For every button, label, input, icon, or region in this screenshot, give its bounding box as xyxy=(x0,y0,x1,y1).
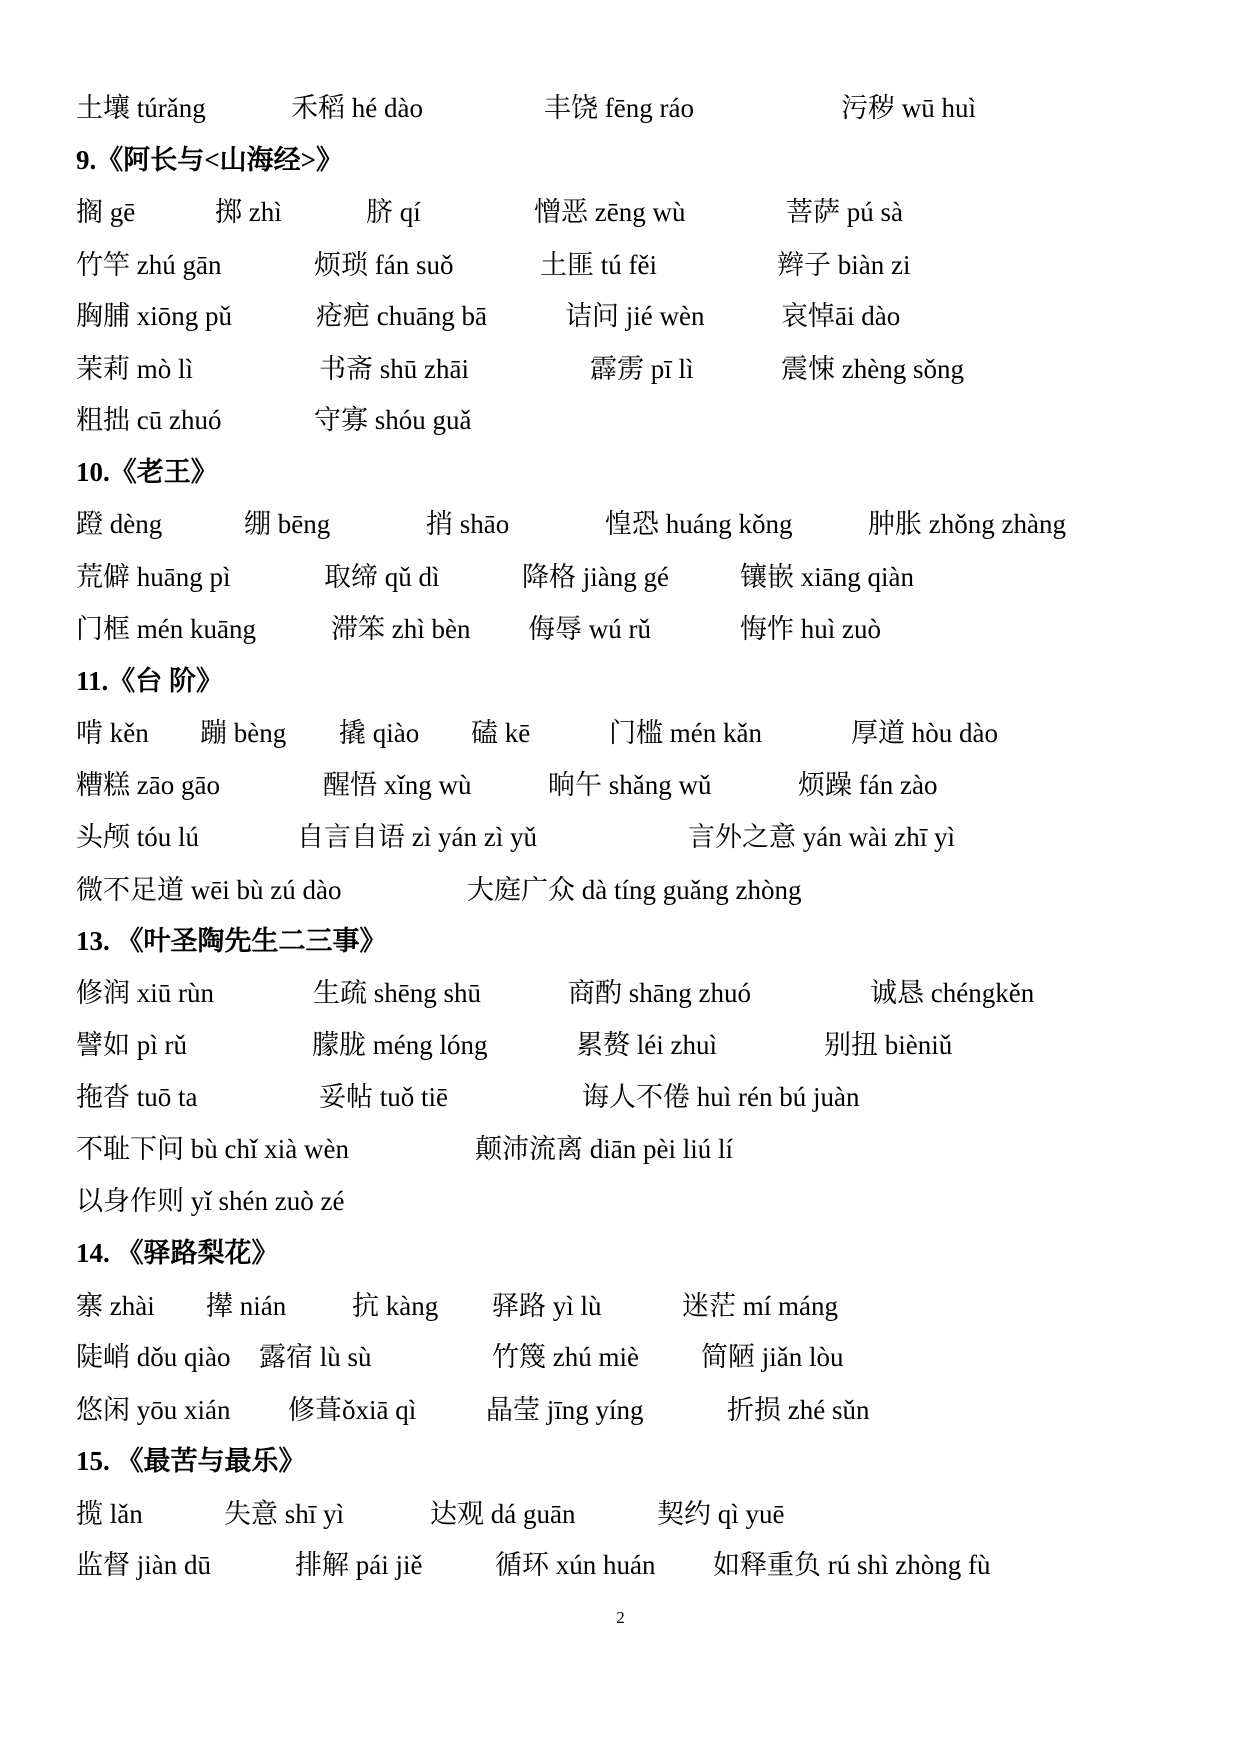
vocab-entry: 别扭 bièniǔ xyxy=(824,1030,953,1060)
vocab-entry: 土壤 túrǎng xyxy=(76,93,206,123)
vocab-entry: 捎 shāo xyxy=(426,509,510,539)
vocab-row xyxy=(0,820,1241,854)
vocab-entry: 污秽 wū huì xyxy=(841,93,976,123)
vocab-entry: 镶嵌 xiāng qiàn xyxy=(740,562,914,592)
vocab-entry: 门框 mén kuāng xyxy=(76,614,256,644)
vocab-row xyxy=(0,716,1241,750)
vocab-row xyxy=(0,976,1241,1010)
vocab-entry: 诚恳 chéngkěn xyxy=(870,978,1035,1008)
vocab-entry: 修葺ǒxiā qì xyxy=(288,1395,417,1425)
vocab-entry: 露宿 lù sù xyxy=(259,1342,372,1372)
vocab-entry: 妥帖 tuǒ tiē xyxy=(319,1082,448,1112)
vocab-row xyxy=(0,1289,1241,1323)
vocab-entry: 撬 qiào xyxy=(339,718,420,748)
vocab-entry: 荒僻 huāng pì xyxy=(76,562,231,592)
vocab-entry: 晌午 shǎng wǔ xyxy=(548,770,712,800)
page-number: 2 xyxy=(616,1608,625,1627)
vocab-row xyxy=(0,299,1241,333)
vocab-entry: 生疏 shēng shū xyxy=(313,978,481,1008)
vocab-entry: 悠闲 yōu xián xyxy=(76,1395,231,1425)
vocab-entry: 晶莹 jīng yíng xyxy=(486,1395,644,1425)
section-heading: 14. 《驿路梨花》 xyxy=(76,1238,279,1268)
vocab-entry: 搁 gē xyxy=(76,197,136,227)
vocab-entry: 抗 kàng xyxy=(352,1291,439,1321)
vocab-entry: 颠沛流离 diān pèi liú lí xyxy=(475,1134,733,1164)
vocab-entry: 茉莉 mò lì xyxy=(76,354,194,384)
vocab-entry: 揽 lǎn xyxy=(76,1499,143,1529)
vocab-entry: 譬如 pì rǔ xyxy=(76,1030,187,1060)
vocab-entry: 契约 qì yuē xyxy=(657,1499,785,1529)
vocab-entry: 蹬 dèng xyxy=(76,509,163,539)
vocab-row xyxy=(0,248,1241,282)
vocab-row xyxy=(0,1340,1241,1374)
vocab-entry: 诲人不倦 huì rén bú juàn xyxy=(582,1082,860,1112)
vocab-entry: 如释重负 rú shì zhòng fù xyxy=(713,1550,991,1580)
vocab-entry: 胸脯 xiōng pǔ xyxy=(76,301,233,331)
vocab-entry: 啃 kěn xyxy=(76,718,149,748)
vocab-entry: 辫子 biàn zi xyxy=(777,250,911,280)
vocab-row xyxy=(0,1080,1241,1114)
vocab-entry: 监督 jiàn dū xyxy=(76,1550,211,1580)
vocab-entry: 憎恶 zēng wù xyxy=(534,197,686,227)
vocab-entry: 滞笨 zhì bèn xyxy=(331,614,471,644)
vocab-entry: 磕 kē xyxy=(471,718,531,748)
vocab-entry: 门槛 mén kǎn xyxy=(609,718,762,748)
vocab-entry: 累赘 léi zhuì xyxy=(576,1030,717,1060)
vocab-entry: 朦胧 méng lóng xyxy=(312,1030,488,1060)
vocab-entry: 丰饶 fēng ráo xyxy=(544,93,694,123)
vocab-row xyxy=(0,612,1241,646)
vocab-entry: 以身作则 yǐ shén zuò zé xyxy=(76,1186,345,1216)
section-heading: 11.《台 阶》 xyxy=(76,666,224,696)
vocab-entry: 拖沓 tuō ta xyxy=(76,1082,198,1112)
section-heading: 15. 《最苦与最乐》 xyxy=(76,1446,306,1476)
vocab-entry: 失意 shī yì xyxy=(224,1499,345,1529)
vocab-entry: 蹦 bèng xyxy=(200,718,287,748)
vocab-row xyxy=(0,507,1241,541)
vocab-entry: 撵 nián xyxy=(206,1291,287,1321)
vocab-entry: 厚道 hòu dào xyxy=(851,718,998,748)
vocab-entry: 烦躁 fán zào xyxy=(798,770,938,800)
vocab-entry: 震悚 zhèng sǒng xyxy=(781,354,964,384)
vocab-entry: 悔怍 huì zuò xyxy=(740,614,881,644)
vocab-entry: 自言自语 zì yán zì yǔ xyxy=(297,822,537,852)
vocab-row xyxy=(0,91,1241,125)
vocab-entry: 循环 xún huán xyxy=(495,1550,656,1580)
vocab-entry: 排解 pái jiě xyxy=(295,1550,423,1580)
vocab-entry: 竹竿 zhú gān xyxy=(76,250,222,280)
vocab-entry: 陡峭 dǒu qiào xyxy=(76,1342,231,1372)
vocab-entry: 头颅 tóu lú xyxy=(76,822,200,852)
vocab-entry: 竹篾 zhú miè xyxy=(492,1342,639,1372)
vocab-entry: 修润 xiū rùn xyxy=(76,978,214,1008)
vocab-row xyxy=(0,403,1241,437)
vocab-row xyxy=(0,1132,1241,1166)
vocab-entry: 疮疤 chuāng bā xyxy=(316,301,487,331)
vocab-row xyxy=(0,1548,1241,1582)
vocab-entry: 掷 zhì xyxy=(215,197,282,227)
vocab-entry: 折损 zhé sǔn xyxy=(727,1395,870,1425)
vocab-entry: 土匪 tú fěi xyxy=(540,250,657,280)
section-heading: 9.《阿长与<山海经>》 xyxy=(76,145,344,175)
vocab-row xyxy=(0,195,1241,229)
vocab-entry: 绷 bēng xyxy=(244,509,331,539)
vocab-entry: 糟糕 zāo gāo xyxy=(76,770,220,800)
vocab-entry: 驿路 yì lù xyxy=(492,1291,602,1321)
vocab-entry: 霹雳 pī lì xyxy=(590,354,694,384)
vocab-entry: 侮辱 wú rǔ xyxy=(528,614,651,644)
vocab-row xyxy=(0,873,1241,907)
vocab-row xyxy=(0,560,1241,594)
vocab-entry: 书斋 shū zhāi xyxy=(319,354,469,384)
vocab-entry: 烦琐 fán suǒ xyxy=(314,250,454,280)
vocab-entry: 微不足道 wēi bù zú dào xyxy=(76,875,342,905)
vocab-entry: 达观 dá guān xyxy=(430,1499,576,1529)
section-heading: 13. 《叶圣陶先生二三事》 xyxy=(76,926,387,956)
vocab-entry: 简陋 jiǎn lòu xyxy=(701,1342,844,1372)
vocab-entry: 寨 zhài xyxy=(76,1291,155,1321)
vocab-entry: 取缔 qǔ dì xyxy=(324,562,440,592)
vocab-entry: 菩萨 pú sà xyxy=(786,197,903,227)
vocab-entry: 诘问 jié wèn xyxy=(565,301,705,331)
vocab-row xyxy=(0,1184,1241,1218)
vocab-entry: 哀悼āi dào xyxy=(781,301,901,331)
vocab-entry: 迷茫 mí máng xyxy=(682,1291,838,1321)
vocab-entry: 醒悟 xǐng wù xyxy=(323,770,472,800)
vocab-entry: 商酌 shāng zhuó xyxy=(568,978,751,1008)
vocab-row xyxy=(0,768,1241,802)
vocab-entry: 大庭广众 dà tíng guǎng zhòng xyxy=(467,875,802,905)
section-heading: 10.《老王》 xyxy=(76,457,218,487)
vocab-entry: 守寡 shóu guǎ xyxy=(314,405,472,435)
vocab-row xyxy=(0,1028,1241,1062)
vocab-row xyxy=(0,352,1241,386)
vocab-entry: 降格 jiàng gé xyxy=(522,562,669,592)
vocab-row xyxy=(0,1393,1241,1427)
vocab-entry: 脐 qí xyxy=(366,197,421,227)
vocab-entry: 不耻下问 bù chǐ xià wèn xyxy=(76,1134,349,1164)
vocab-entry: 禾稻 hé dào xyxy=(291,93,423,123)
vocab-entry: 惶恐 huáng kǒng xyxy=(605,509,793,539)
vocab-entry: 言外之意 yán wài zhī yì xyxy=(688,822,955,852)
vocab-entry: 肿胀 zhǒng zhàng xyxy=(868,509,1066,539)
vocab-row xyxy=(0,1497,1241,1531)
vocab-entry: 粗拙 cū zhuó xyxy=(76,405,222,435)
